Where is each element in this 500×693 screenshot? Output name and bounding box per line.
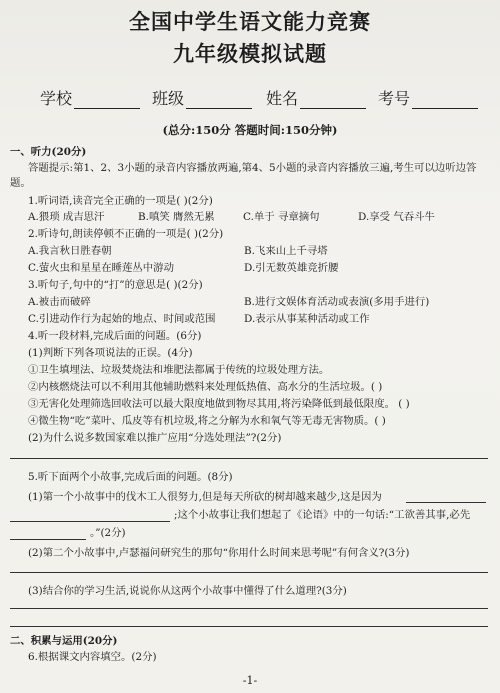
question-5: 5.听下面两个小故事,完成后面的问题。(8分)	[28, 471, 233, 483]
number-label: 考号	[378, 89, 411, 108]
judgement-item-3: ③无害化处理筛选回收法可以最大限度地做到物尽其用,将污染降低到最低限度。 ( )	[28, 398, 410, 410]
question-4-part-2: (2)为什么说多数国家难以推广应用“分选处理法”?(2分)	[28, 432, 282, 444]
page-number: -1-	[242, 674, 258, 687]
option-b[interactable]: B.进行文娱体育活动或表演(多用手进行)	[244, 296, 430, 308]
question-5-part-1-cont: ;这个小故事让我们想起了《论语》中的一句话:“工欲善其事,必先	[174, 509, 471, 521]
question-5-part-1: (1)第一个小故事中的伐木工人很努力,但是每天所砍的树却越来越少,这是因为	[28, 491, 382, 503]
judgement-item-1: ①卫生填埋法、垃圾焚烧法和堆肥法都属于传统的垃圾处理方法。	[28, 364, 330, 376]
section1-heading: 一、听力(20分)	[10, 146, 87, 158]
question-3-options-1	[28, 295, 430, 309]
option-a[interactable]: A.我言秋日胜春朝	[28, 245, 112, 257]
school-label: 学校	[40, 89, 73, 108]
option-d[interactable]: D.引无数英雄竞折腰	[244, 262, 339, 274]
answer-blank[interactable]	[10, 521, 170, 522]
exam-title: 全国中学生语文能力竞赛	[129, 9, 371, 34]
question-2-options-2	[28, 261, 339, 275]
option-c[interactable]: C.单于 寻章摘句	[243, 211, 320, 223]
question-4: 4.听一段材料,完成后面的问题。(6分)	[28, 330, 202, 342]
listening-tip-cont: 题。	[10, 177, 31, 189]
question-5-part-2: (2)第二个小故事中,卢瑟福问研究生的那句“你用什么时间来思考呢”有何含义?(3分)	[28, 547, 410, 559]
answer-line[interactable]	[10, 608, 488, 609]
option-a[interactable]: A.被击而破碎	[28, 296, 91, 308]
question-4-part-1: (1)判断下列各项说法的正误。(4分)	[28, 347, 193, 359]
question-2: 2.听诗句,朗读停顿不正确的一项是( )(2分)	[28, 228, 224, 240]
question-1: 1.听词语,读音完全正确的一项是( )(2分)	[28, 195, 213, 207]
answer-line[interactable]	[10, 572, 488, 573]
answer-line[interactable]	[10, 458, 488, 459]
exam-meta: (总分:150分 答题时间:150分钟)	[162, 123, 338, 137]
exam-subtitle: 九年级模拟试题	[173, 41, 327, 66]
question-3: 3.听句子,句中的“打”的意思是( )(2分)	[28, 279, 203, 291]
class-label: 班级	[152, 89, 185, 108]
question-5-part-3: (3)结合你的学习生活,说说你从这两个小故事中懂得了什么道理?(3分)	[28, 585, 347, 597]
option-c[interactable]: C.萤火虫和星星在睡莲丛中游动	[28, 262, 174, 274]
question-1-options	[28, 210, 435, 224]
question-2-options-1	[28, 244, 328, 258]
answer-blank[interactable]	[10, 539, 86, 540]
option-a[interactable]: A.猥琐 成吉思汗	[28, 211, 105, 223]
judgement-item-4: ④微生物“吃”菜叶、瓜皮等有机垃圾,将之分解为水和氧气等无毒无害物质。( )	[28, 415, 386, 427]
student-info-row	[40, 86, 480, 109]
option-b[interactable]: B.飞来山上千寻塔	[244, 245, 328, 257]
number-blank[interactable]	[412, 94, 478, 109]
class-blank[interactable]	[186, 94, 252, 109]
question-6: 6.根据课文内容填空。(2分)	[28, 651, 157, 663]
name-blank[interactable]	[300, 94, 366, 109]
option-d[interactable]: D.表示从事某种活动或工作	[244, 313, 370, 325]
question-3-options-2	[28, 312, 370, 326]
option-d[interactable]: D.享受 气吞斗牛	[358, 211, 435, 223]
section2-heading: 二、积累与运用(20分)	[10, 635, 118, 647]
name-label: 姓名	[266, 89, 299, 108]
answer-line[interactable]	[10, 626, 488, 627]
judgement-item-2: ②内核燃烧法可以不利用其他辅助燃料来处理低热值、高水分的生活垃圾。( )	[28, 381, 383, 393]
question-5-part-1-end: 。”(2分)	[90, 527, 126, 539]
school-blank[interactable]	[74, 94, 140, 109]
option-c[interactable]: C.引进动作行为起始的地点、时间或范围	[28, 313, 216, 325]
answer-blank[interactable]	[406, 502, 486, 503]
option-b[interactable]: B.嗔笑 膺然无累	[138, 211, 215, 223]
listening-tip: 答题提示:第1、2、3小题的录音内容播放两遍,第4、5小题的录音内容播放三遍,考生可以边听边答	[28, 162, 477, 174]
